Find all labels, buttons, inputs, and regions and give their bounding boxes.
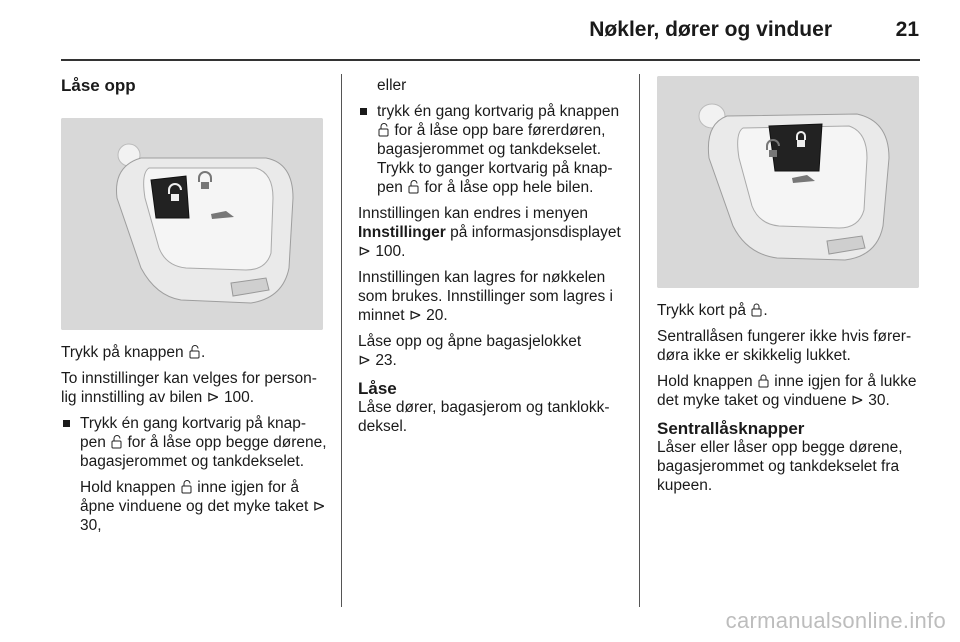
column-3 bbox=[657, 76, 921, 502]
text: inne igjen for å lukke det myke taket og vinduene bbox=[657, 373, 917, 409]
page-ref-arrow-icon: ⊳ bbox=[358, 352, 371, 369]
paragraph-settings bbox=[61, 369, 327, 407]
paragraph-central-lock: Sentrallåsen fungerer ikke hvis fører-døra ikke er skikkelig lukket. bbox=[657, 328, 912, 364]
text-or: eller bbox=[377, 77, 407, 94]
bullet-item-driver-door bbox=[358, 102, 625, 197]
text: for å låse opp bare førerdøren, bagasjerommet og tankdekselet. Trykk to ganger kortvarig på knap-pen bbox=[377, 122, 613, 196]
unlock-icon bbox=[189, 345, 200, 359]
text: inne igjen for å åpne vinduene og det myke taket bbox=[80, 479, 309, 515]
lock-icon bbox=[758, 374, 769, 388]
page-ref-arrow-icon: ⊳ bbox=[358, 243, 371, 260]
unlock-icon bbox=[181, 480, 192, 494]
watermark: carmanualsonline.info bbox=[725, 608, 946, 633]
column-divider-1 bbox=[341, 74, 342, 607]
lock-icon bbox=[751, 303, 762, 317]
column-1 bbox=[61, 76, 327, 542]
page-ref: 30. bbox=[868, 392, 890, 409]
bullet-marker bbox=[63, 420, 70, 427]
paragraph-trunk bbox=[358, 332, 625, 370]
header-divider bbox=[61, 59, 920, 61]
page-ref-arrow-icon: ⊳ bbox=[850, 392, 864, 409]
text: Trykk på knappen bbox=[61, 344, 184, 361]
paragraph-hold-windows bbox=[61, 478, 327, 535]
column-2 bbox=[358, 76, 625, 443]
paragraph-save-key bbox=[358, 268, 625, 325]
text: Låse opp og åpne bagasjelokket bbox=[358, 333, 582, 350]
text: Trykk én gang kortvarig på knap-pen bbox=[80, 415, 307, 451]
page-ref: 23. bbox=[375, 352, 397, 369]
column-divider-2 bbox=[639, 74, 640, 607]
unlock-icon bbox=[111, 435, 122, 449]
page-ref-arrow-icon: ⊳ bbox=[312, 498, 326, 515]
page-ref: 20. bbox=[426, 307, 448, 324]
page-title: Nøkler, dører og vinduer bbox=[589, 18, 832, 41]
section-heading-unlock: Låse opp bbox=[61, 76, 136, 95]
bullet-item-short-press bbox=[61, 414, 327, 471]
page-ref: 100. bbox=[223, 389, 255, 406]
unlock-icon bbox=[408, 180, 419, 194]
text: for å låse opp begge dørene, bagasjerommet og tankdekselet. bbox=[80, 434, 327, 470]
text: Hold knappen bbox=[657, 373, 753, 390]
text: Innstillingen kan lagres for nøkkelen som brukes. Innstillinger som lagres i minnet bbox=[358, 269, 613, 324]
page-number: 21 bbox=[895, 18, 919, 41]
text: . bbox=[763, 302, 768, 319]
text: To innstillinger kan velges for person-lig innstilling av bilen bbox=[61, 370, 317, 406]
paragraph-lock: Låse dører, bagasjerom og tanklokk-deksel. bbox=[358, 399, 610, 435]
section-heading-central-switch: Sentrallåsknapper bbox=[657, 419, 805, 438]
page-ref-arrow-icon: ⊳ bbox=[206, 389, 220, 406]
unlock-icon bbox=[378, 123, 389, 137]
paragraph-press-unlock bbox=[61, 343, 327, 362]
text: Trykk kort på bbox=[657, 302, 746, 319]
section-heading-lock: Låse bbox=[358, 379, 397, 398]
text: på informasjonsdisplayet bbox=[450, 224, 621, 241]
text: trykk én gang kortvarig på knappen bbox=[377, 103, 620, 120]
page-ref: 100. bbox=[375, 243, 406, 260]
paragraph-hold-close bbox=[657, 372, 921, 410]
paragraph-press-lock bbox=[657, 301, 921, 320]
key-fob-photo-unlock bbox=[61, 118, 323, 330]
page-ref-arrow-icon: ⊳ bbox=[408, 307, 422, 324]
text: Innstillingen kan endres i menyen bbox=[358, 205, 589, 222]
text: Hold knappen bbox=[80, 479, 176, 496]
paragraph-central-switch: Låser eller låser opp begge dørene, bagasjerommet og tankdekselet fra kupeen. bbox=[657, 439, 903, 494]
page-ref: 30, bbox=[80, 517, 102, 534]
text: . bbox=[200, 344, 206, 361]
bullet-marker bbox=[360, 108, 367, 115]
menu-name: Innstillinger bbox=[358, 224, 446, 241]
key-fob-photo-lock bbox=[657, 76, 919, 288]
paragraph-menu-settings bbox=[358, 204, 625, 261]
text: for å låse opp hele bilen. bbox=[424, 179, 594, 196]
